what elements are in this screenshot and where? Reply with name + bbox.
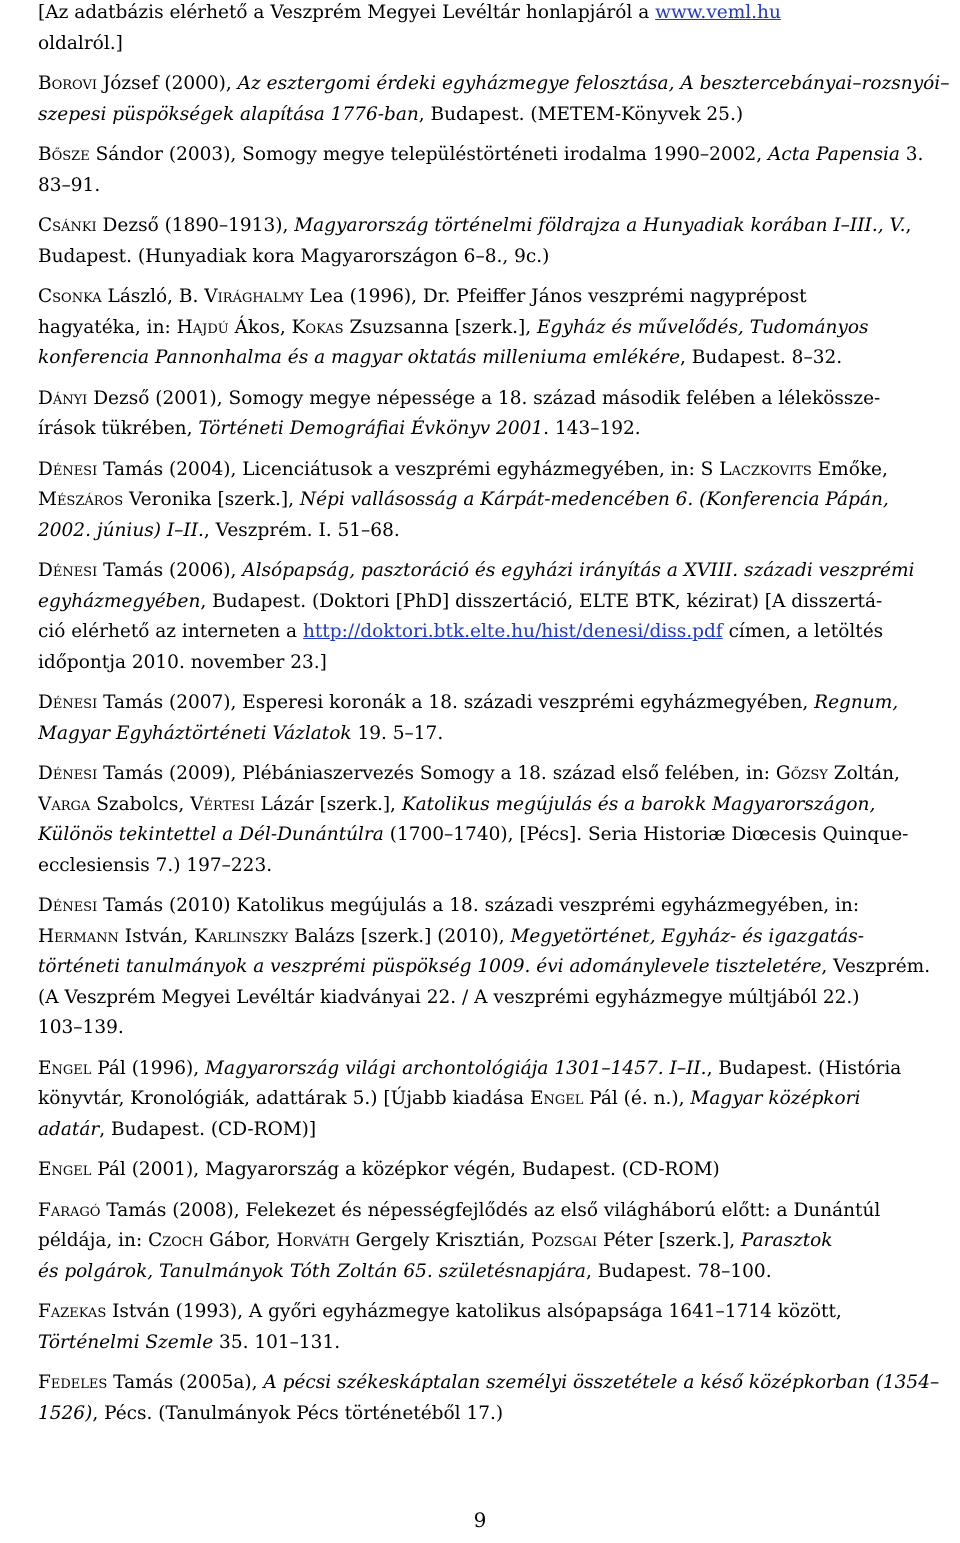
entry-text: 35. 101–131. [213, 1331, 341, 1353]
bibliography-entry [38, 688, 955, 749]
bibliography-entry [38, 759, 955, 881]
reference-link[interactable]: www.veml.hu [655, 2, 781, 23]
entry-text: Zsuzsanna [szerk.], [343, 316, 538, 338]
entry-line [38, 983, 955, 1014]
entry-line [38, 211, 955, 242]
title-text: Magyarország világi archontológiája 1301–1457. I–II. [205, 1057, 707, 1079]
entry-text: Emőke, [811, 458, 888, 480]
author-name: Gőzsy [775, 763, 828, 784]
entry-text: István (1993), A győri egyházmegye katolikus alsópapsága 1641–1714 között, [106, 1301, 842, 1322]
title-text: Egyház és művelődés, Tudományos [537, 316, 869, 338]
author-name: Borovi [38, 73, 97, 94]
author-name: Fedeles [38, 1372, 108, 1393]
entry-line [38, 1155, 955, 1186]
entry-line [38, 414, 955, 445]
entry-text: 3. [899, 144, 924, 165]
title-text: konferencia Pannonhalma és a magyar oktatás milleniuma emlékére [38, 347, 681, 368]
entry-text: címen, a letöltés [722, 621, 884, 642]
title-text: Parasztok [740, 1230, 833, 1251]
author-name: Varga [38, 793, 91, 815]
entry-text: Tamás (2008), Felekezet és népességfejlődés az első világháború előtt: a Dunántúl [100, 1199, 881, 1221]
entry-line [38, 100, 955, 131]
entry-line [38, 891, 955, 922]
bibliography-entry [38, 1196, 955, 1288]
entry-text: Dezső (2001), Somogy megye népessége a 18. század második felében a lélekössze- [87, 387, 881, 409]
entry-line [38, 790, 955, 821]
entry-text: ecclesiensis 7.) 197–223. [38, 854, 273, 876]
entry-text: Veronika [szerk.], [123, 489, 300, 510]
author-name: Vértesi [190, 793, 255, 815]
title-text: A pécsi székeskáptalan személyi összetétele a késő középkorban (1354– [263, 1372, 940, 1393]
entry-text: Tamás (2006), [97, 560, 243, 581]
title-text: Történelmi Szemle [38, 1331, 214, 1353]
author-name: Horváth [276, 1230, 350, 1251]
entry-line [38, 648, 955, 679]
entry-text: Budapest. (Hunyadiak kora Magyarországon 6–8., 9c.) [38, 245, 550, 267]
entry-line [38, 759, 955, 790]
bibliography-entry [38, 1297, 955, 1358]
entry-line [38, 1328, 955, 1359]
reference-link[interactable]: http://doktori.btk.elte.hu/hist/denesi/diss.pdf [302, 621, 723, 642]
bibliography-entry [38, 1054, 955, 1146]
entry-text: , Pécs. (Tanulmányok Pécs történetéből 17.) [92, 1402, 504, 1424]
entry-text: Pál (1996), [91, 1057, 205, 1079]
author-name: Engel [38, 1159, 92, 1180]
title-text: Katolikus megújulás és a barokk Magyarországon, [401, 793, 876, 815]
title-text: Magyar középkori [690, 1088, 861, 1109]
entry-text: , Budapest. 78–100. [585, 1260, 772, 1282]
entry-text: hagyatéka, in: [38, 316, 177, 338]
entry-text: Dezső (1890–1913), [96, 215, 295, 236]
author-name: Engel [529, 1088, 584, 1109]
entry-line [38, 384, 955, 415]
entry-line [38, 556, 955, 587]
entry-line [38, 140, 955, 171]
entry-line [38, 1368, 955, 1399]
title-text: Történeti Demográfiai Évkönyv 2001 [198, 418, 544, 439]
entry-text: ció elérhető az interneten a [38, 621, 303, 642]
entry-text: Tamás (2009), Plébániaszervezés Somogy a 18. század első felében, in: [97, 763, 776, 784]
entry-line [38, 922, 955, 953]
author-name: Bősze [38, 144, 90, 165]
entry-text: Lázár [szerk.], [254, 793, 402, 815]
entry-line [38, 282, 955, 313]
entry-line [38, 1115, 955, 1146]
bibliography-entry [38, 69, 955, 130]
entry-line [38, 242, 955, 273]
entry-text: időpontja 2010. november 23.] [38, 651, 327, 673]
entry-line [38, 455, 955, 486]
bibliography-entry [38, 891, 955, 1044]
entry-line [38, 516, 955, 547]
title-text: történeti tanulmányok a veszprémi püspökség 1009. évi adománylevele tiszteletére [38, 956, 822, 977]
title-text: Acta Papensia [768, 144, 900, 165]
author-name: Faragó [38, 1199, 101, 1221]
title-text: egyházmegyében [38, 590, 201, 612]
bibliography-list [38, 0, 955, 1429]
bibliography-page [38, 0, 955, 1439]
author-name: Laczkovits [719, 458, 812, 480]
bibliography-entry [38, 556, 955, 678]
author-name: Fazekas [38, 1301, 107, 1322]
entry-line [38, 617, 955, 648]
entry-text: Tamás (2010) Katolikus megújulás a 18. századi veszprémi egyházmegyében, in: [97, 895, 860, 916]
title-text: Különös tekintettel a Dél-Dunántúlra [38, 824, 384, 845]
title-text: Az esztergomi érdeki egyházmegye felosztása, A besztercebányai–rozsnyói– [237, 73, 950, 94]
author-name: Hajdú [176, 316, 229, 338]
page-number: 9 [473, 1508, 487, 1532]
entry-line [38, 1013, 955, 1044]
author-name: Dénesi [38, 895, 98, 916]
entry-text: Péter [szerk.], [597, 1230, 741, 1251]
author-name: Pozsgai [531, 1230, 598, 1251]
entry-text: példája, in: [38, 1230, 149, 1251]
entry-line [38, 1054, 955, 1085]
author-name: Mészáros [38, 489, 124, 510]
author-name: Czoch [148, 1230, 204, 1251]
bibliography-entry [38, 140, 955, 201]
entry-text: , Veszprém. [821, 956, 931, 977]
entry-text: Tamás (2007), Esperesi koronák a 18. századi veszprémi egyházmegyében, [97, 692, 815, 713]
author-name: Dénesi [38, 763, 98, 784]
entry-line [38, 1297, 955, 1328]
entry-text: Pál (2001), Magyarország a középkor végén, Budapest. (CD-ROM) [91, 1159, 720, 1180]
author-name: Engel [38, 1057, 92, 1079]
title-text: és polgárok, Tanulmányok Tóth Zoltán 65. születésnapjára [38, 1260, 586, 1282]
author-name: Csonka [38, 286, 102, 307]
entry-line [38, 719, 955, 750]
bibliography-entry [38, 1368, 955, 1429]
title-text: Megyetörténet, Egyház- és igazgatás- [510, 925, 865, 947]
title-text: Regnum, [814, 692, 899, 713]
entry-line [38, 1196, 955, 1227]
title-text: Magyar Egyháztörténeti Vázlatok [38, 722, 352, 744]
entry-text: Gergely Krisztián, [349, 1230, 532, 1251]
author-name: Dányi [38, 387, 88, 409]
entry-text: könyvtár, Kronológiák, adattárak 5.) [Újabb kiadása [38, 1088, 530, 1109]
entry-text: Ákos, [228, 316, 292, 338]
entry-line [38, 1084, 955, 1115]
title-text: 1526) [38, 1402, 93, 1424]
entry-text: (1700–1740), [Pécs]. Seria Historiæ Diœcesis Quinque- [383, 824, 909, 845]
author-name: Dénesi [38, 458, 98, 480]
entry-text: , Budapest. 8–32. [680, 347, 843, 368]
entry-text: Szabolcs, [90, 793, 191, 815]
author-name: Dénesi [38, 692, 98, 713]
bibliography-entry [38, 211, 955, 272]
bibliography-entry [38, 384, 955, 445]
entry-text: oldalról.] [38, 32, 123, 54]
entry-text: 103–139. [38, 1017, 124, 1038]
entry-line [38, 1226, 955, 1257]
entry-text: Zoltán, [827, 763, 900, 784]
entry-text: Tamás (2005a), [107, 1372, 264, 1393]
entry-text: írások tükrében, [38, 418, 199, 439]
entry-line [38, 485, 955, 516]
entry-text: , Budapest. (Doktori [PhD] disszertáció, ELTE BTK, kézirat) [A disszertá- [200, 590, 883, 612]
entry-text: Balázs [szerk.] (2010), [288, 925, 511, 947]
entry-text: [Az adatbázis elérhető a Veszprém Megyei Levéltár honlapjáról a [38, 2, 656, 23]
entry-text: , Veszprém. I. 51–68. [203, 519, 400, 541]
entry-text: , [905, 215, 912, 236]
title-text: szepesi püspökségek alapítása 1776-ban [38, 103, 419, 125]
title-text: Népi vallásosság a Kárpát-medencében 6. (Konferencia Pápán, [299, 489, 889, 510]
entry-text: , Budapest. (CD-ROM)] [99, 1118, 317, 1140]
entry-text: (A Veszprém Megyei Levéltár kiadványai 22. / A veszprémi egyházmegye múltjából 22.) [38, 986, 860, 1008]
entry-text: 19. 5–17. [351, 722, 444, 744]
author-name: Dénesi [38, 560, 98, 581]
entry-line [38, 1399, 955, 1430]
entry-text: Tamás (2004), Licenciátusok a veszprémi egyházmegyében, in: S [97, 458, 720, 480]
author-name: Csánki [38, 215, 97, 236]
title-text: Magyarország történelmi földrajza a Hunyadiak korában I–III., V. [294, 215, 906, 236]
entry-line [38, 0, 955, 29]
entry-text: Pál (é. n.), [583, 1088, 691, 1109]
entry-line [38, 851, 955, 882]
entry-text: István, [118, 925, 195, 947]
entry-text: , Budapest. (História [706, 1057, 902, 1079]
bibliography-entry [38, 282, 955, 374]
entry-line [38, 171, 955, 202]
author-name: Karlinszky [194, 925, 289, 947]
title-text: adatár [38, 1118, 100, 1140]
entry-line [38, 343, 955, 374]
entry-text: Gábor, [203, 1230, 277, 1251]
title-text: 2002. június) I–II. [38, 519, 204, 541]
entry-text: 83–91. [38, 174, 101, 196]
entry-text: . 143–192. [543, 418, 641, 439]
bibliography-entry [38, 0, 955, 59]
entry-text: Sándor (2003), Somogy megye településtörténeti irodalma 1990–2002, [89, 144, 769, 165]
entry-line [38, 1257, 955, 1288]
entry-line [38, 69, 955, 100]
entry-line [38, 688, 955, 719]
author-name: Kokas [291, 316, 344, 338]
entry-text: József (2000), [97, 73, 238, 94]
entry-line [38, 820, 955, 851]
entry-line [38, 587, 955, 618]
entry-line [38, 313, 955, 344]
bibliography-entry [38, 1155, 955, 1186]
entry-line [38, 952, 955, 983]
title-text: Alsópapság, pasztoráció és egyházi irányítás a XVIII. századi veszprémi [242, 560, 915, 581]
author-name: Hermann [38, 925, 119, 947]
bibliography-entry [38, 455, 955, 547]
author-name: Virághalmy [204, 286, 304, 307]
entry-text: Lea (1996), Dr. Pfeiffer János veszprémi nagyprépost [303, 286, 807, 307]
entry-text: , Budapest. (METEM-Könyvek 25.) [418, 103, 744, 125]
entry-line [38, 29, 955, 60]
entry-text: László, B. [101, 286, 205, 307]
